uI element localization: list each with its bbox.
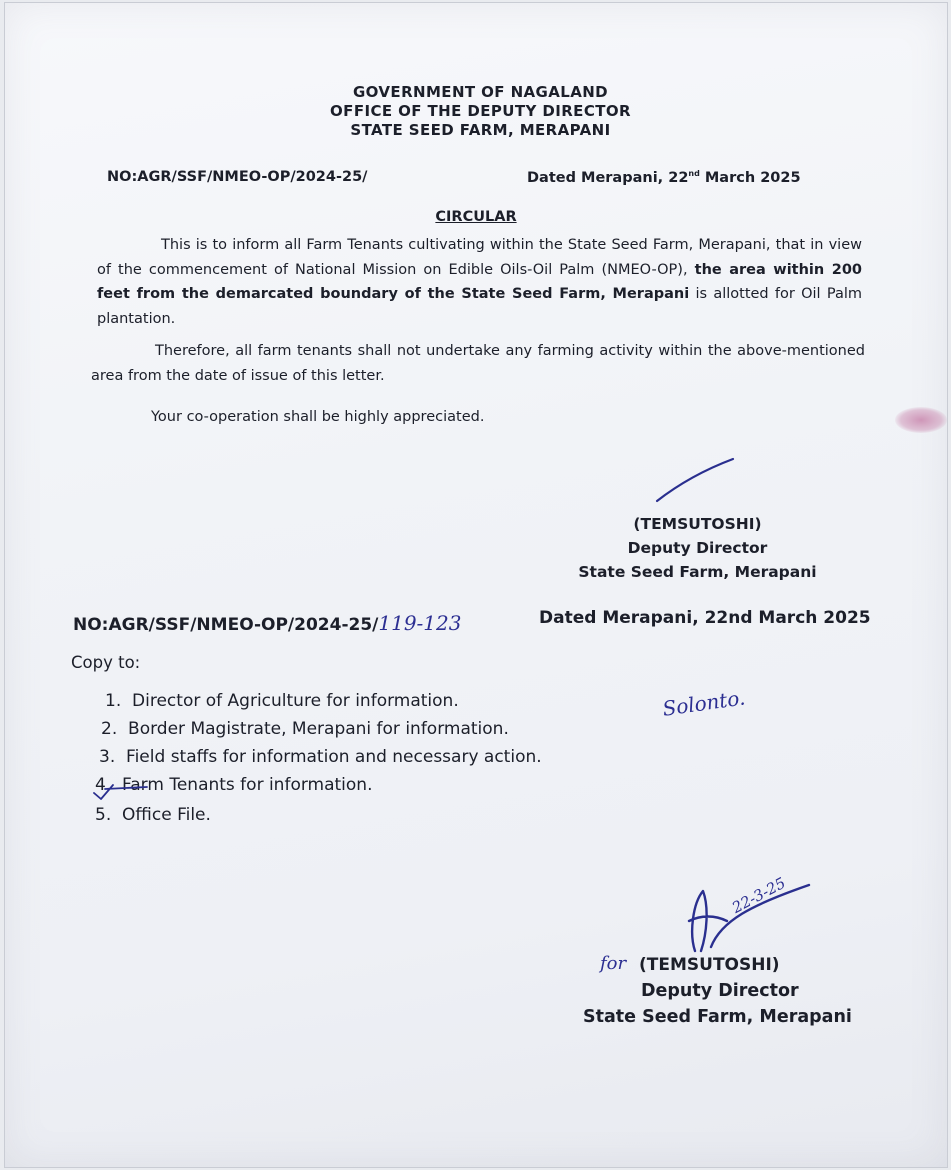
circular-title-wrap (5, 206, 947, 225)
header-line-2: OFFICE OF THE DEPUTY DIRECTOR (330, 102, 631, 120)
circular-paragraph-1 (97, 233, 862, 331)
copy-item-number: 5. (95, 805, 112, 825)
reference-number: NO:AGR/SSF/NMEO-OP/2024-25/ (107, 169, 368, 185)
signatory-2-office: State Seed Farm, Merapani (583, 1007, 852, 1027)
copy-item-number: 2. (101, 719, 118, 739)
copy-list-item (99, 747, 542, 767)
copy-item-text: Director of Agriculture for information. (132, 691, 459, 711)
signature-stroke-1 (653, 455, 739, 507)
copy-item-number: 1. (105, 691, 122, 711)
paragraph-1-intro: This is to inform all Farm Tenants cultivating within the State Seed Farm, Merapani, that in view of the commencement of National Mission on Edible Oils-Oil Palm (NMEO-OP), (97, 237, 862, 278)
handwritten-note: Solonto. (661, 685, 747, 721)
copy-item-number: 4. (95, 775, 112, 795)
signatory-1-title: Deputy Director (627, 539, 768, 557)
copy-item-text: Field staffs for information and necessary action. (126, 747, 542, 767)
signatory-1-name: (TEMSUTOSHI) (633, 515, 762, 533)
paragraph-1-end: is allotted for Oil Palm plantation. (97, 286, 862, 327)
bottom-reference (73, 611, 461, 635)
circular-title: CIRCULAR (435, 209, 517, 225)
copy-list-item (95, 805, 211, 825)
copy-item-text: Farm Tenants for information. (122, 775, 373, 795)
copy-item-number: 3. (99, 747, 116, 767)
ink-stain (895, 407, 947, 433)
copy-list-item (101, 719, 509, 739)
signatory-2-title: Deputy Director (641, 981, 799, 1001)
copy-item-text: Office File. (122, 805, 211, 825)
handwritten-number: 119-123 (378, 611, 462, 635)
date-prefix: Dated Merapani, 22 (527, 169, 689, 186)
signatory-1-office: State Seed Farm, Merapani (578, 563, 817, 581)
circular-paragraph-3: Your co-operation shall be highly appreciated. (151, 409, 485, 425)
bottom-reference-number: NO:AGR/SSF/NMEO-OP/2024-25/ (73, 615, 379, 635)
signatory-2-prefix: for (600, 953, 627, 974)
date-suffix: March 2025 (699, 169, 801, 186)
paragraph-1-bold: the area within 200 feet from the demarcated boundary of the State Seed Farm, Merapani (97, 261, 862, 302)
signatory-2-name: (TEMSUTOSHI) (639, 955, 780, 975)
document-page (4, 2, 948, 1168)
header-line-1: GOVERNMENT OF NAGALAND (352, 83, 609, 101)
bottom-reference-date: Dated Merapani, 22nd March 2025 (539, 608, 871, 628)
handwritten-date: 22-3-25 (729, 873, 789, 917)
header-line-3: STATE SEED FARM, MERAPANI (350, 121, 611, 139)
date-superscript: nd (688, 169, 700, 178)
pen-tick-mark (91, 779, 151, 803)
copy-item-text: Border Magistrate, Merapani for information. (128, 719, 509, 739)
copy-list-item (105, 691, 459, 711)
reference-date (527, 169, 801, 186)
circular-paragraph-2: Therefore, all farm tenants shall not undertake any farming activity within the above-mentioned area from the date of issue of this letter. (91, 343, 865, 384)
copy-to-heading: Copy to: (71, 653, 141, 672)
